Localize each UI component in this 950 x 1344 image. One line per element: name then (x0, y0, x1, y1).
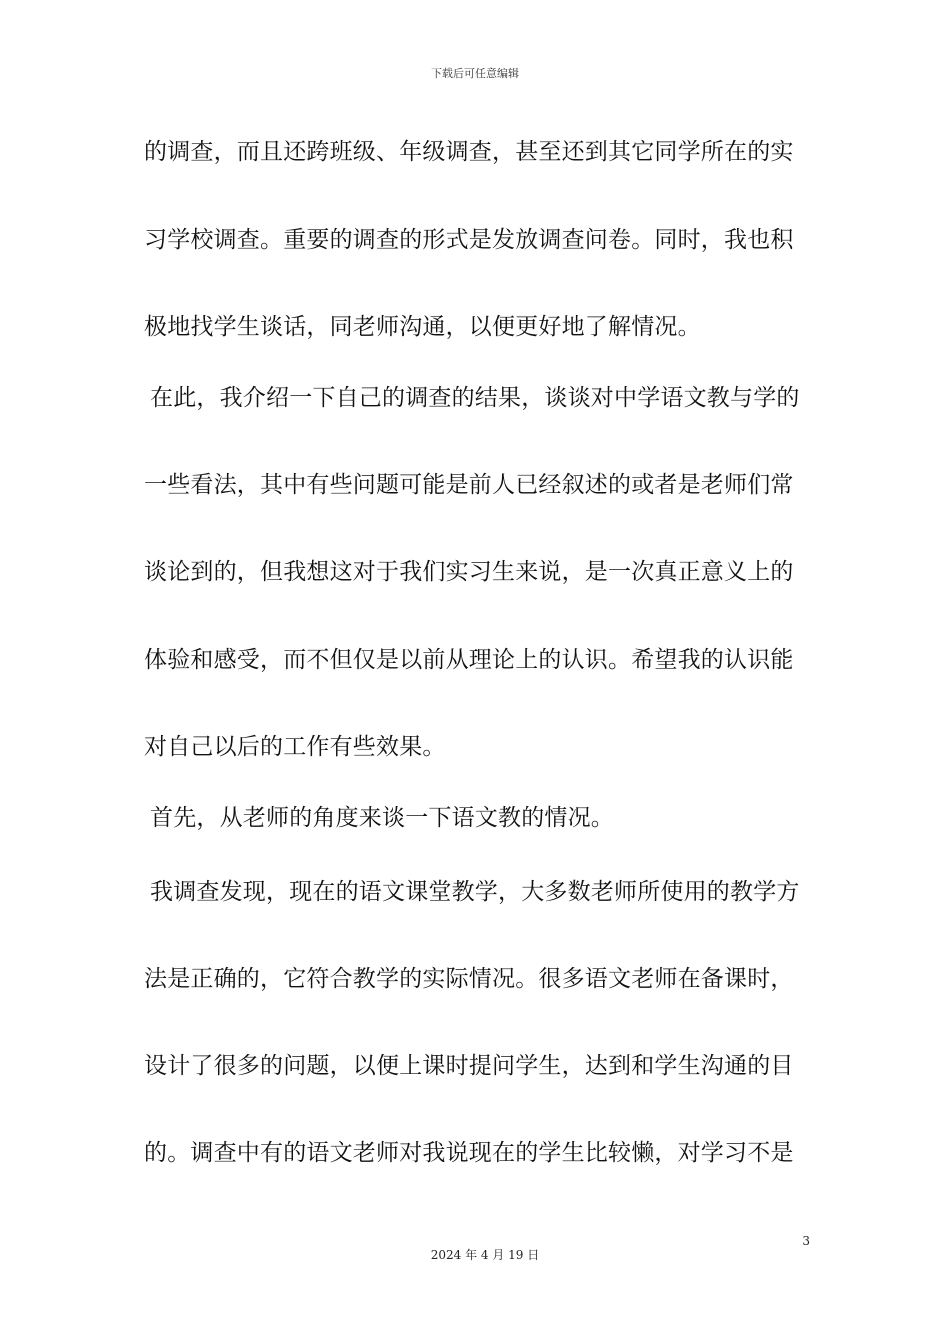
body-line: 体验和感受，而不但仅是以前从理论上的认识。希望我的认识能 (144, 647, 794, 673)
body-line: 谈论到的，但我想这对于我们实习生来说，是一次真正意义上的 (144, 559, 794, 585)
body-line: 的。调查中有的语文老师对我说现在的学生比较懒，对学习不是 (144, 1140, 794, 1166)
page-number: 3 (802, 1234, 810, 1248)
body-line: 一些看法，其中有些问题可能是前人已经叙述的或者是老师们常 (144, 472, 794, 498)
body-line: 设计了很多的问题，以便上课时提问学生，达到和学生沟通的目 (144, 1053, 794, 1079)
paragraph-start-line: 在此，我介绍一下自己的调查的结果，谈谈对中学语文教与学的 (150, 385, 800, 411)
page-footer-date: 2024 年 4 月 19 日 (430, 1248, 540, 1262)
body-line: 极地找学生谈话，同老师沟通，以便更好地了解情况。 (144, 314, 701, 340)
paragraph-start-line: 我调查发现，现在的语文课堂教学，大多数老师所使用的教学方 (150, 879, 800, 905)
page-header: 下载后可任意编辑 (431, 67, 519, 80)
body-line: 习学校调查。重要的调查的形式是发放调查问卷。同时，我也积 (144, 227, 794, 253)
body-line: 法是正确的，它符合教学的实际情况。很多语文老师在备课时， (144, 966, 794, 992)
paragraph-start-line: 首先，从老师的角度来谈一下语文教的情况。 (150, 805, 614, 831)
body-line: 对自己以后的工作有些效果。 (144, 734, 446, 760)
body-line: 的调查，而且还跨班级、年级调查，甚至还到其它同学所在的实 (144, 139, 794, 165)
